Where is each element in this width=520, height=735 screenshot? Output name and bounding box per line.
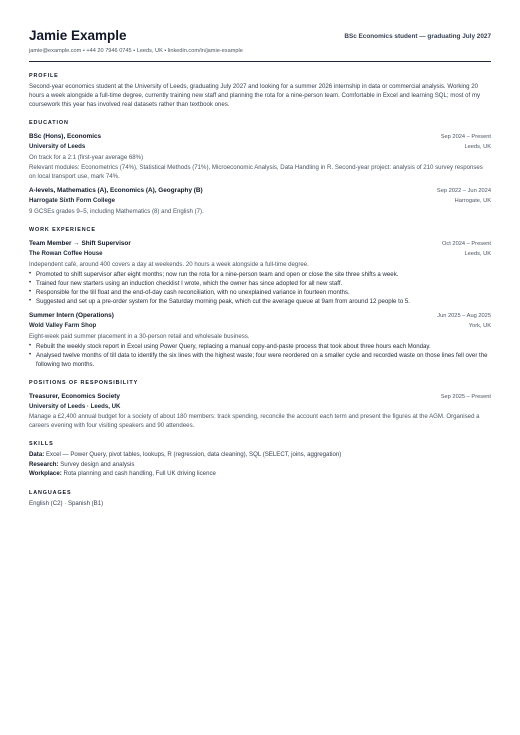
skill-value: Excel — Power Query, pivot tables, lookups, R (regression, data cleaning), SQL (SELECT, joins, aggregation) [45, 451, 342, 458]
education-entry [29, 186, 491, 216]
bullet-dot-icon: • [29, 343, 32, 349]
experience-bullet: • Rebuilt the weekly stock report in Excel using Power Query, replacing a manual copy-and-paste process that took about three hours each Monday. [29, 343, 431, 350]
education-date: Sep 2022 – Jun 2024 [436, 188, 491, 194]
section-title-education: EDUCATION [29, 120, 69, 126]
responsibility-role: Treasurer, Economics Society [29, 393, 120, 400]
education-date: Sep 2024 – Present [440, 134, 491, 140]
experience-org: The Rowan Coffee House [29, 250, 103, 257]
experience-summary: Independent café, around 400 covers a day at weekends. 20 hours a week alongside a full-time degree. [29, 261, 309, 268]
experience-location: Leeds, UK [464, 251, 491, 257]
section-title-experience: WORK EXPERIENCE [29, 227, 96, 233]
section-title-languages: LANGUAGES [29, 489, 72, 496]
bullet-dot-icon: • [29, 280, 32, 286]
experience-bullet: • Analysed twelve months of till data to identify the six lines with the highest waste; four were reordered on a smaller cycle and recorded waste on those lines fell over the following two months. [29, 352, 488, 368]
responsibility-entry [29, 392, 491, 430]
skill-value: Survey design and analysis [60, 460, 135, 468]
profile-text: Second-year economics student at the University of Leeds, graduating July 2027 and looking for a summer 2026 internship in data or commercial analysis. Working 20 hours a week alongside a full-time degree, currently training new staff and planning the rota for a nine-person team. Comfortable in Excel and learning SQL; most of my coursework this year has involved real datasets rather than textbook ones. [29, 83, 481, 108]
education-location: Harrogate, UK [454, 198, 491, 204]
skill-row [29, 460, 491, 470]
education-line: 9 GCSEs grades 9–5, including Mathematics (8) and English (7). [29, 208, 204, 215]
skill-label: Research: [29, 460, 59, 468]
responsibility-org: University of Leeds · Leeds, UK [29, 403, 121, 410]
skill-row [29, 469, 491, 479]
experience-bullet: • Trained four new starters using an induction checklist I wrote, which the owner has since adopted for all new staff. [29, 280, 343, 287]
education-line: Relevant modules: Econometrics (74%), Statistical Methods (71%), Microeconomic Analysis, Data Handling in R. Second-year project: analysis of 210 survey responses on local transport use, mark 74%. [29, 164, 483, 180]
education-degree: A-levels, Mathematics (A), Economics (A), Geography (B) [29, 187, 203, 194]
bullet-dot-icon: • [29, 352, 32, 358]
section-title-skills: SKILLS [29, 441, 54, 447]
section-title-profile: PROFILE [29, 73, 59, 79]
responsibility-summary: Manage a £2,400 annual budget for a society of about 180 members: track spending, reconcile the account each term and present the figures at the AGM. Organised a careers evening with four visiting speakers and 90 attendees. [29, 413, 480, 429]
header-divider [29, 61, 491, 62]
education-location: Leeds, UK [464, 144, 491, 150]
experience-role: Summer Intern (Operations) [29, 312, 114, 319]
experience-org: Wold Valley Farm Shop [29, 322, 97, 329]
bullet-dot-icon: • [29, 298, 32, 304]
candidate-name: Jamie Example [29, 28, 127, 43]
education-entry [29, 132, 491, 181]
responsibility-date: Sep 2025 – Present [440, 394, 491, 400]
bullet-dot-icon: • [29, 289, 32, 295]
candidate-tagline: BSc Economics student — graduating July 2027 [344, 33, 491, 40]
education-school: University of Leeds [29, 143, 86, 150]
skill-value: Rota planning and cash handling, Full UK driving licence [63, 470, 216, 477]
experience-entry [29, 239, 491, 306]
experience-entry [29, 311, 491, 369]
experience-date: Jun 2025 – Aug 2025 [437, 313, 491, 319]
skill-row [29, 450, 491, 460]
section-title-responsibility: POSITIONS OF RESPONSIBILITY [29, 380, 139, 386]
experience-summary: Eight-week paid summer placement in a 30-person retail and wholesale business. [29, 333, 250, 340]
experience-bullet: • Responsible for the till float and the end-of-day cash reconciliation, with no unexplained variance in fourteen months. [29, 289, 350, 296]
education-line: On track for a 2:1 (first-year average 68%) [29, 154, 144, 161]
experience-date: Oct 2024 – Present [441, 241, 491, 247]
experience-location: York, UK [468, 323, 491, 329]
experience-bullet: • Promoted to shift supervisor after eight months; now run the rota for a nine-person team and open or close the site three shifts a week. [29, 271, 399, 278]
education-school: Harrogate Sixth Form College [29, 197, 116, 204]
resume-header [29, 28, 491, 44]
contact-line: jamie@example.com • +44 20 7946 0745 • Leeds, UK • linkedin.com/in/jamie-example [29, 48, 243, 54]
experience-bullet: • Suggested and set up a pre-order system for the Saturday morning peak, which cut the average queue at 9am from around 12 people to 5. [29, 298, 410, 305]
skill-label: Workplace: [29, 470, 62, 477]
languages-text: English (C2) · Spanish (B1) [29, 499, 104, 507]
bullet-dot-icon: • [29, 271, 32, 277]
experience-role: Team Member → Shift Supervisor [29, 240, 131, 247]
skill-label: Data: [29, 451, 45, 458]
education-degree: BSc (Hons), Economics [29, 133, 102, 140]
